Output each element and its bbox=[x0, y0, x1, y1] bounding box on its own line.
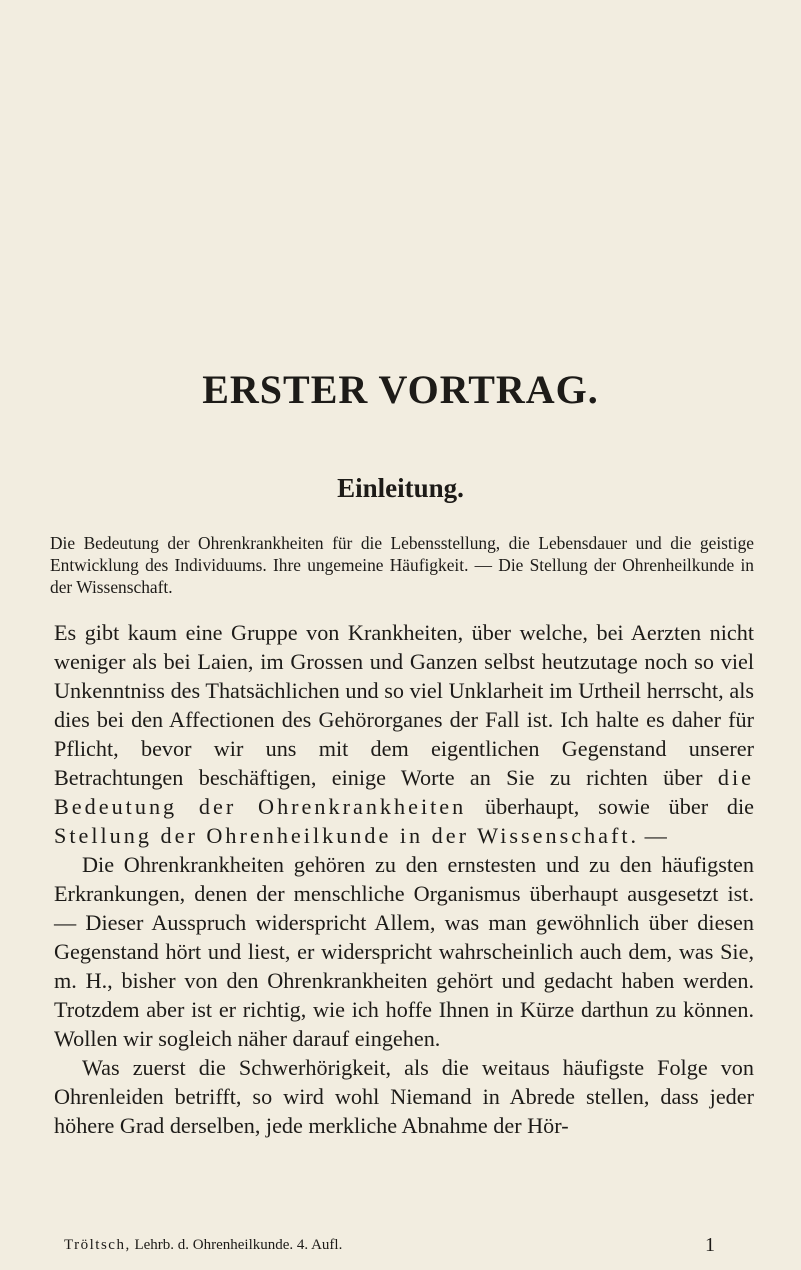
emphasis-bedeutung: die Bedeutung der Ohrenkrankheiten bbox=[54, 765, 754, 819]
paragraph-1-text-a: Es gibt kaum eine Gruppe von Krankheiten, über welche, bei Aerzten nicht weniger als bei Laien, im Grossen und Ganzen selbst heutzutage noch so viel Unkenntniss des Thatsächlichen und so viel Unklarheit im Urtheil herrscht, als dies bei den Affectionen des Gehörorganes der Fall ist. Ich halte es daher für Pflicht, bevor wir uns mit dem eigentlichen Gegenstand unserer Betrachtungen beschäftigen, einige Worte an Sie zu richten über bbox=[54, 620, 754, 790]
chapter-title: ERSTER VORTRAG. bbox=[202, 367, 599, 412]
page-footer bbox=[64, 1235, 724, 1255]
chapter-subtitle: Einleitung. bbox=[337, 473, 464, 503]
signature-number: 1 bbox=[705, 1234, 715, 1256]
paragraph-1 bbox=[54, 618, 754, 850]
paragraph-1-text-b: überhaupt, sowie über die bbox=[466, 794, 754, 819]
emphasis-stellung: Stellung der Ohrenheilkunde in der Wissenschaft. bbox=[54, 823, 640, 848]
footer-book: Lehrb. d. Ohrenheilkunde. 4. Aufl. bbox=[130, 1237, 343, 1253]
paragraph-2: Die Ohrenkrankheiten gehören zu den ernstesten und zu den häufigsten Erkrankungen, denen der menschliche Organismus überhaupt ausgesetzt ist. — Dieser Ausspruch widerspricht Allem, was man gewöhnlich über diesen Gegenstand hört und liest, er widerspricht wahrscheinlich auch dem, was Sie, m. H., bisher von den Ohrenkrankheiten gehört und gedacht haben werden. Trotzdem aber ist er richtig, wie ich hoffe Ihnen in Kürze darthun zu können. Wollen wir sogleich näher darauf eingehen. bbox=[54, 852, 754, 1051]
body-text bbox=[54, 618, 754, 1140]
paragraph-1-text-c: — bbox=[639, 823, 667, 848]
footer-author: Tröltsch, bbox=[64, 1237, 131, 1253]
paragraph-3: Was zuerst die Schwerhörigkeit, als die weitaus häufigste Folge von Ohrenleiden betrifft, so wird wohl Niemand in Abrede stellen, dass jeder höhere Grad derselben, jede merkliche Abnahme der Hör- bbox=[54, 1055, 754, 1138]
chapter-summary: Die Bedeutung der Ohrenkrankheiten für die Lebensstellung, die Lebensdauer und die geistige Entwicklung des Individuums. Ihre ungemeine Häufigkeit. — Die Stellung der Ohrenheilkunde in der Wissenschaft. bbox=[50, 533, 754, 597]
